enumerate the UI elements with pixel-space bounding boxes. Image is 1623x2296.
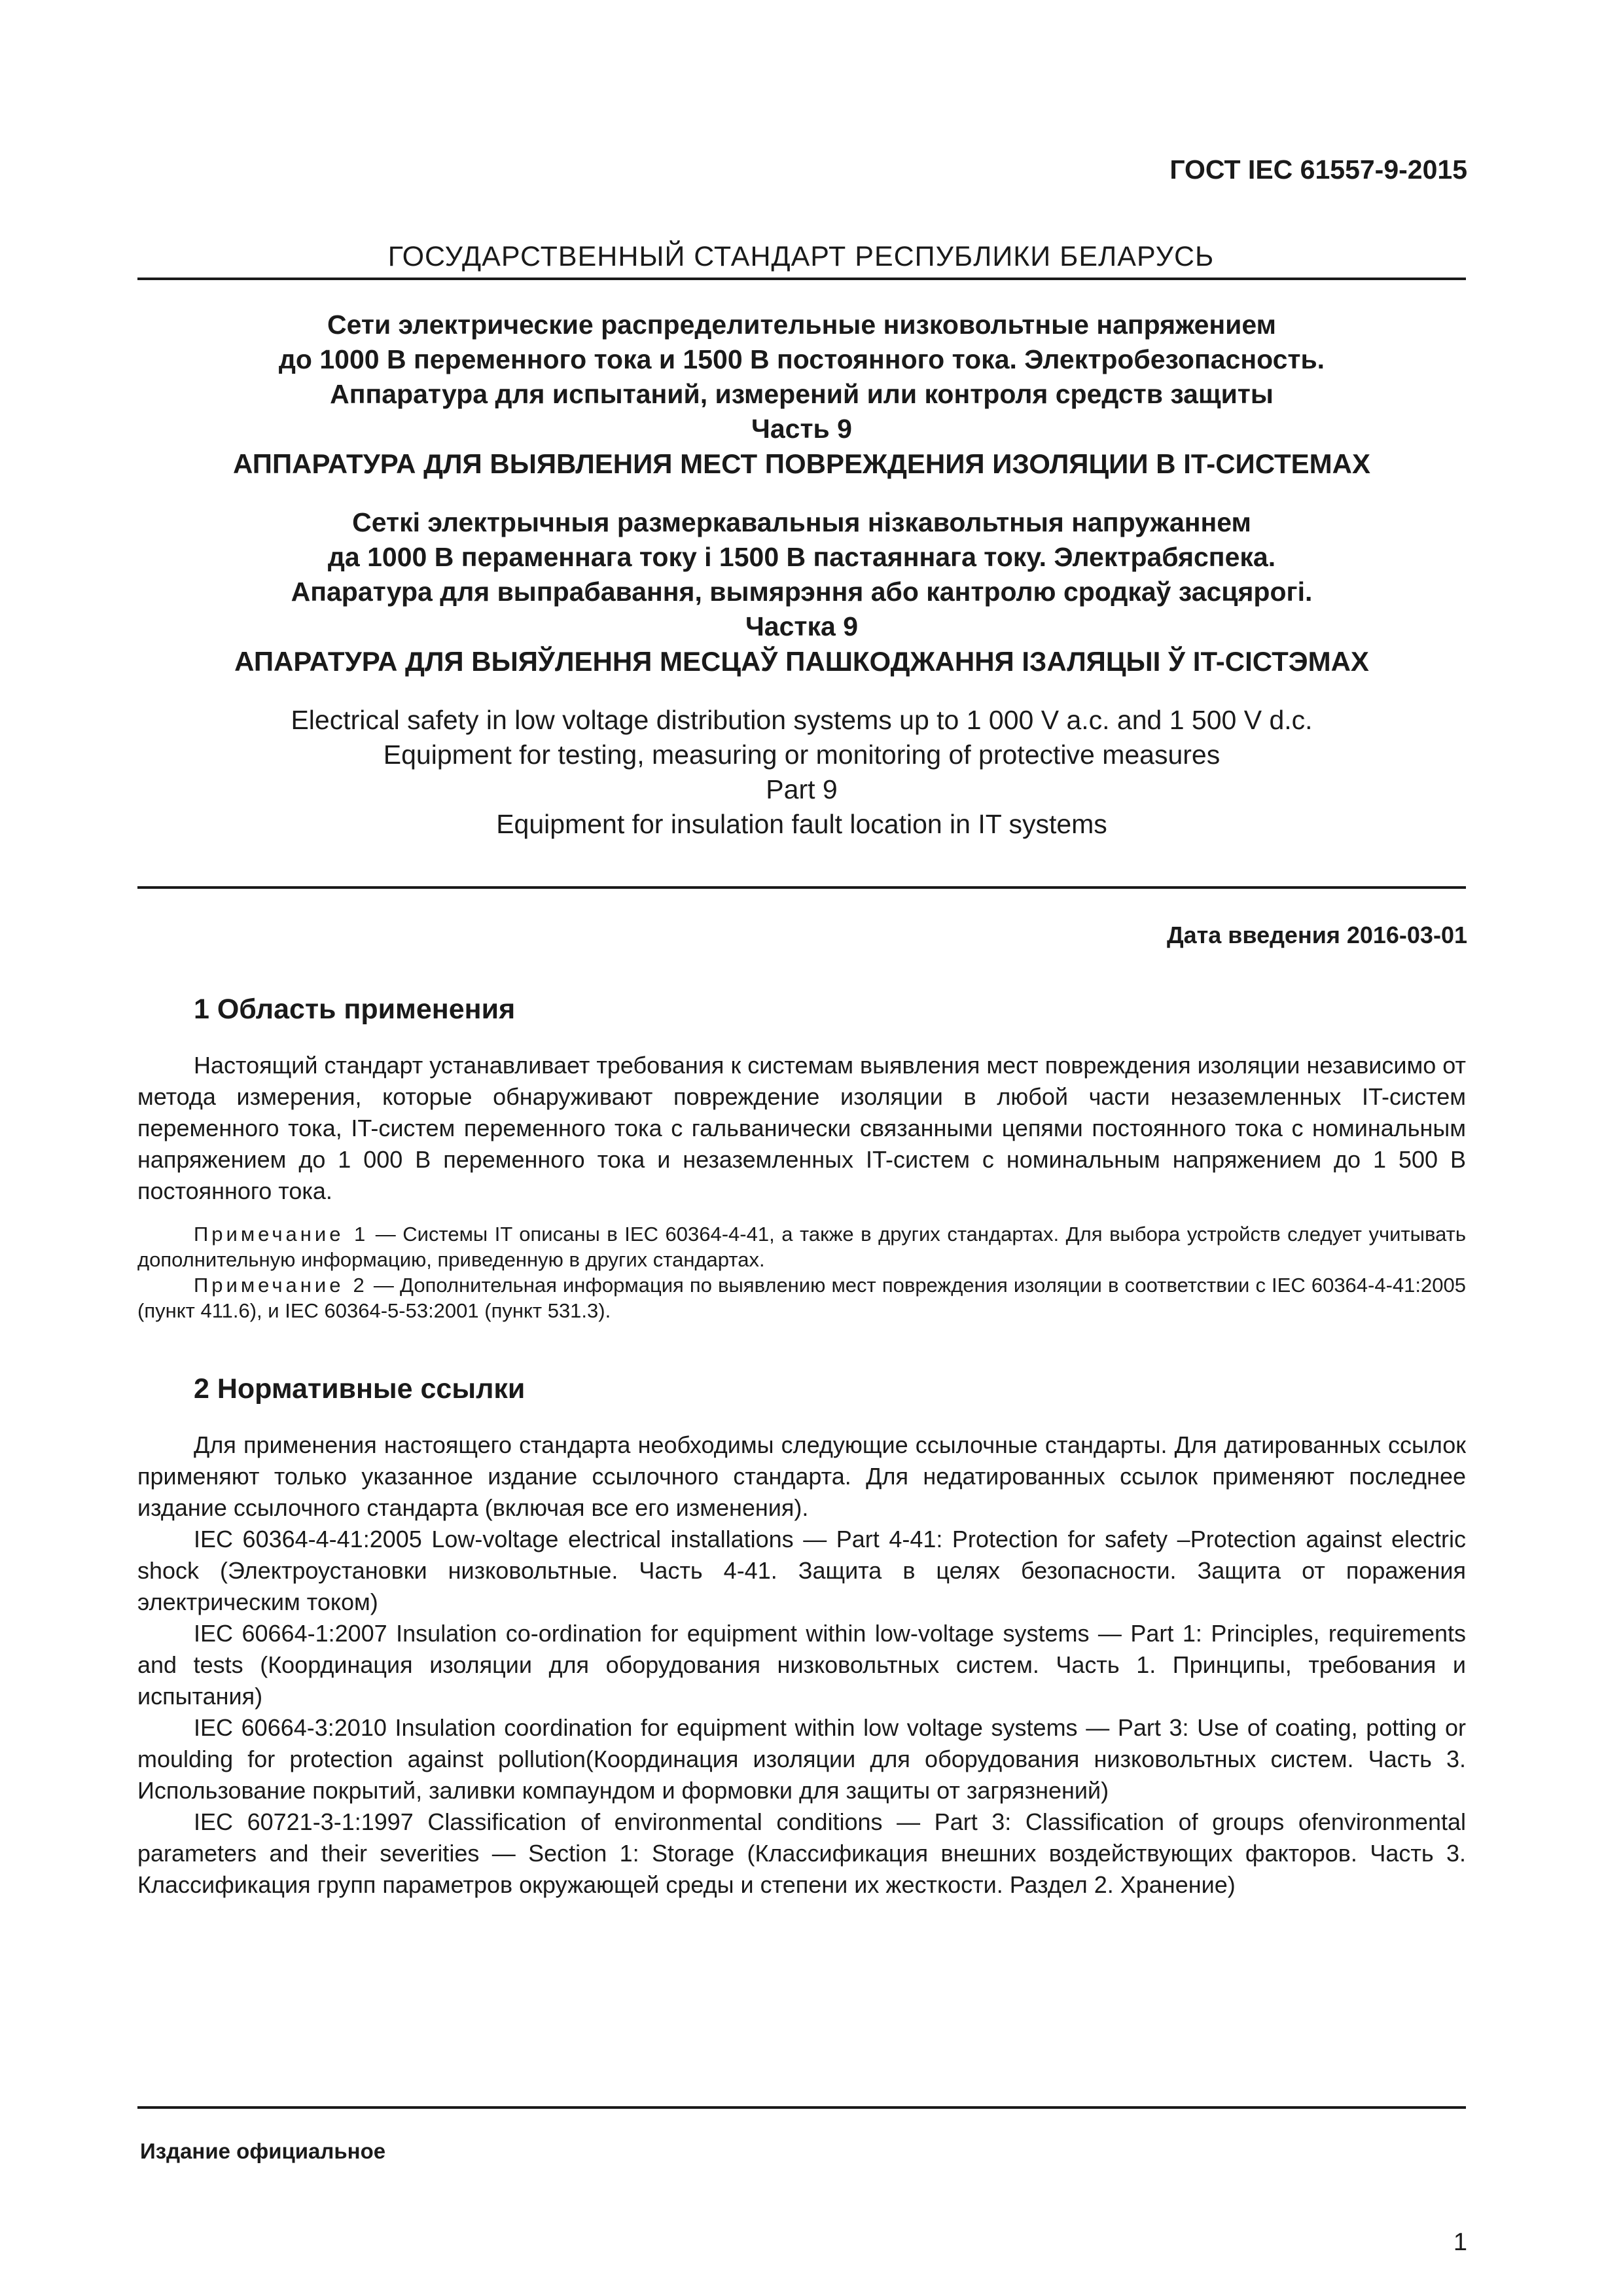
paragraph: Настоящий стандарт устанавливает требования к системам выявления мест повреждения изоляции независимо от метода измерения, которые обнаруживают повреждение изоляции в любой части незаземленных IT-систем переменного тока, IT-систем переменного тока с гальванически связанными цепями постоянного тока с номинальным напряжением до 1 000 В переменного тока и незаземленных IT-систем с номинальным напряжением до 1 500 В постоянного тока. [137,1052,1466,1204]
paragraph: Для применения настоящего стандарта необходимы следующие ссылочные стандарты. Для датированных ссылок применяют только указанное издание ссылочного стандарта. Для недатированных ссылок применяют последнее издание ссылочного стандарта (включая все его изменения). [137,1431,1466,1521]
note-label: Примечание 1 [194,1223,369,1246]
title-english [137,703,1466,842]
section-2-heading: 2 Нормативные ссылки [194,1373,526,1405]
reference-item: IEC 60721-3-1:1997 Classification of environmental conditions — Part 3: Classification of groups ofenvironmental parameters and their severities — Section 1: Storage (Классификация внешних воздействующих факторов. Часть 3. Классификация групп параметров окружающей среды и степени их жесткости. Раздел 2. Хранение) [137,1808,1466,1898]
title-by-line: Сеткі электрычныя размеркавальныя нізкавольтныя напружаннем [352,507,1251,537]
title-by-line: Апаратура для выпрабавання, вымярэння або кантролю сродкаў засцярогі. [291,577,1313,607]
note-text: — Дополнительная информация по выявлению мест повреждения изоляции в соответствии с IEC 60364-4-41:2005 (пункт 411.6), и IEC 60364-5-53:2001 (пункт 531.3). [137,1274,1466,1322]
title-ru-part: Часть 9 [751,414,852,444]
page-number: 1 [1453,2229,1467,2256]
reference-item: IEC 60364-4-41:2005 Low-voltage electrical installations — Part 4-41: Protection for safety –Protection against electric shock (Электроустановки низковольтные. Часть 4-41. Защита в целях безопасности. Защита от поражения электрическим током) [137,1526,1466,1615]
title-en-line: Electrical safety in low voltage distribution systems up to 1 000 V a.c. and 1 500 V d.c. [291,705,1313,735]
note-2 [137,1272,1466,1323]
section-1-notes [137,1221,1466,1323]
section-1-body [137,1050,1466,1207]
title-en-part: Part 9 [766,774,838,804]
document-code: ГОСТ IEC 61557-9-2015 [1169,154,1467,185]
note-label: Примечание 2 [194,1274,368,1297]
section-2-body [137,1429,1466,1901]
title-russian [137,308,1466,481]
title-belarusian [137,505,1466,679]
title-en-subject: Equipment for insulation fault location in IT systems [496,809,1107,839]
official-edition-label: Издание официальное [140,2139,386,2163]
introduction-date: Дата введения 2016-03-01 [1166,922,1467,948]
title-ru-line: Сети электрические распределительные низковольтные напряжением [327,310,1276,340]
title-ru-subject: АППАРАТУРА ДЛЯ ВЫЯВЛЕНИЯ МЕСТ ПОВРЕЖДЕНИЯ ИЗОЛЯЦИИ В IT-СИСТЕМАХ [232,448,1371,479]
title-by-subject: АПАРАТУРА ДЛЯ ВЫЯЎЛЕННЯ МЕСЦАЎ ПАШКОДЖАННЯ ІЗАЛЯЦЫІ Ў IT-СІСТЭМАХ [234,646,1369,677]
section-1-heading: 1 Область применения [194,994,516,1025]
note-text: — Системы IT описаны в IEC 60364-4-41, а также в других стандартах. Для выбора устройств следует учитывать дополнительную информацию, приведенную в других стандартах. [137,1223,1466,1271]
reference-item: IEC 60664-3:2010 Insulation coordination for equipment within low voltage systems — Part 3: Use of coating, potting or moulding for protection against pollution(Координация изоляции для оборудования низковольтных систем. Часть 3. Использование покрытий, заливки компаундом и формовки для защиты от загрязнений) [137,1714,1466,1804]
title-en-line: Equipment for testing, measuring or monitoring of protective measures [383,740,1221,770]
header-divider [137,278,1466,280]
footer-divider [137,2106,1466,2109]
note-1 [137,1221,1466,1272]
title-ru-line: Аппаратура для испытаний, измерений или контроля средств защиты [330,379,1274,409]
title-by-part: Частка 9 [745,611,858,641]
title-ru-line: до 1000 В переменного тока и 1500 В постоянного тока. Электробезопасность. [278,344,1325,374]
title-by-line: да 1000 В пераменнага току і 1500 В пастаяннага току. Электрабяспека. [327,542,1276,572]
state-standard-title: ГОСУДАРСТВЕННЫЙ СТАНДАРТ РЕСПУБЛИКИ БЕЛАРУСЬ [387,241,1215,272]
title-divider [137,886,1466,889]
reference-item: IEC 60664-1:2007 Insulation co-ordination for equipment within low-voltage systems — Part 1: Principles, requirements and tests (Координация изоляции для оборудования низковольтных систем. Часть 1. Принципы, требования и испытания) [137,1620,1466,1710]
